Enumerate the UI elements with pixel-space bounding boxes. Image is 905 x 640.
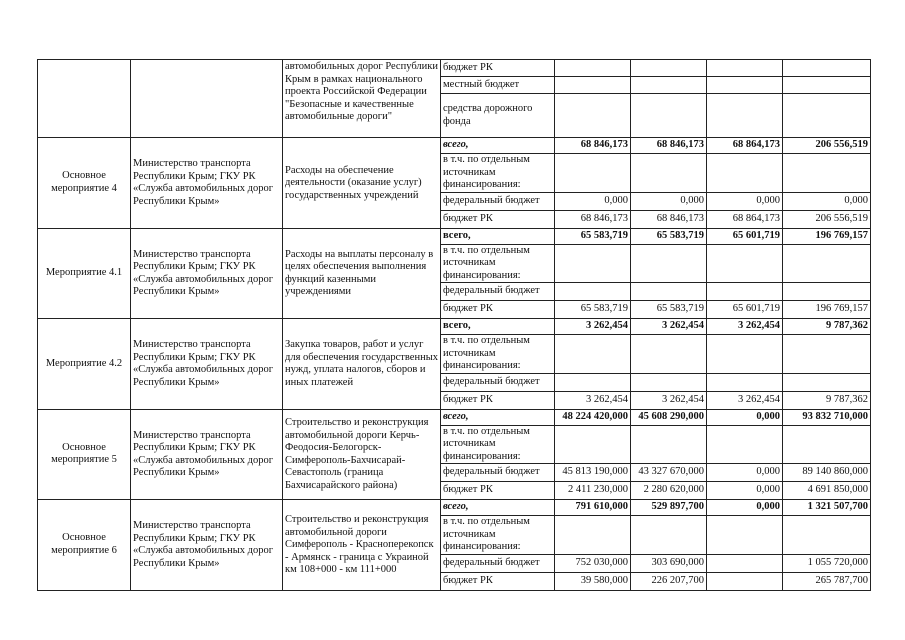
event-description: Закупка товаров, работ и услуг для обеспечения государственных нужд, уплата налогов, сборов и иных платежей — [283, 319, 441, 410]
value-year-1 — [555, 154, 631, 193]
value-year-3 — [707, 572, 783, 590]
funding-source: в т.ч. по отдельным источникам финансирования: — [441, 425, 555, 464]
value-total: 196 769,157 — [783, 301, 871, 319]
executor — [131, 60, 283, 138]
value-year-2 — [631, 283, 707, 301]
value-year-2 — [631, 60, 707, 77]
funding-source: в т.ч. по отдельным источникам финансирования: — [441, 516, 555, 555]
value-year-1 — [555, 283, 631, 301]
value-year-2: 45 608 290,000 — [631, 409, 707, 425]
executor: Министерство транспорта Республики Крым; ГКУ РК «Служба автомобильных дорог Республики Крым» — [131, 500, 283, 591]
value-year-1: 3 262,454 — [555, 319, 631, 335]
value-total — [783, 244, 871, 283]
value-year-3 — [707, 283, 783, 301]
funding-source: федеральный бюджет — [441, 373, 555, 391]
value-year-2: 68 846,173 — [631, 210, 707, 228]
event-description: Расходы на выплаты персоналу в целях обеспечения выполнения функций казенными учреждениями — [283, 228, 441, 319]
funding-source: местный бюджет — [441, 77, 555, 94]
value-year-3 — [707, 335, 783, 374]
value-year-3: 0,000 — [707, 409, 783, 425]
value-year-2 — [631, 244, 707, 283]
funding-source: бюджет РК — [441, 391, 555, 409]
value-year-1: 2 411 230,000 — [555, 482, 631, 500]
event-category: Мероприятие 4.1 — [38, 228, 131, 319]
value-total — [783, 335, 871, 374]
event-category — [38, 60, 131, 138]
value-year-1 — [555, 60, 631, 77]
value-year-2 — [631, 516, 707, 555]
value-year-3 — [707, 244, 783, 283]
value-total: 93 832 710,000 — [783, 409, 871, 425]
value-total — [783, 425, 871, 464]
funding-source: всего, — [441, 319, 555, 335]
value-year-2 — [631, 154, 707, 193]
table-row — [38, 138, 871, 154]
value-year-2: 68 846,173 — [631, 138, 707, 154]
value-total: 9 787,362 — [783, 319, 871, 335]
value-total — [783, 77, 871, 94]
value-year-1: 45 813 190,000 — [555, 464, 631, 482]
funding-source: федеральный бюджет — [441, 283, 555, 301]
value-year-2: 2 280 620,000 — [631, 482, 707, 500]
funding-source: всего, — [441, 500, 555, 516]
executor: Министерство транспорта Республики Крым; ГКУ РК «Служба автомобильных дорог Республики Крым» — [131, 319, 283, 410]
funding-source: средства дорожного фонда — [441, 94, 555, 138]
value-year-2: 3 262,454 — [631, 391, 707, 409]
event-category: Основное мероприятие 6 — [38, 500, 131, 591]
table-row — [38, 60, 871, 77]
table-row — [38, 409, 871, 425]
value-year-3: 0,000 — [707, 464, 783, 482]
funding-source: в т.ч. по отдельным источникам финансирования: — [441, 244, 555, 283]
value-year-2: 226 207,700 — [631, 572, 707, 590]
value-year-1: 68 846,173 — [555, 210, 631, 228]
value-total — [783, 373, 871, 391]
value-year-2 — [631, 425, 707, 464]
value-total: 1 055 720,000 — [783, 554, 871, 572]
funding-source: бюджет РК — [441, 60, 555, 77]
value-year-1 — [555, 425, 631, 464]
value-year-1: 752 030,000 — [555, 554, 631, 572]
value-year-1 — [555, 94, 631, 138]
funding-source: федеральный бюджет — [441, 464, 555, 482]
value-year-2: 529 897,700 — [631, 500, 707, 516]
value-total: 265 787,700 — [783, 572, 871, 590]
funding-source: бюджет РК — [441, 301, 555, 319]
value-year-3 — [707, 554, 783, 572]
value-year-1 — [555, 516, 631, 555]
value-total: 196 769,157 — [783, 228, 871, 244]
value-total — [783, 94, 871, 138]
value-year-3 — [707, 77, 783, 94]
table-row — [38, 500, 871, 516]
value-year-1: 68 846,173 — [555, 138, 631, 154]
value-year-2: 65 583,719 — [631, 301, 707, 319]
value-year-2 — [631, 94, 707, 138]
value-year-3: 0,000 — [707, 500, 783, 516]
funding-source: федеральный бюджет — [441, 554, 555, 572]
value-year-1: 65 583,719 — [555, 228, 631, 244]
event-description: автомобильных дорог Республики Крым в рамках национального проекта Российской Федерации "Безопасные и качественные автомобильные дороги" — [283, 60, 441, 138]
value-year-3: 0,000 — [707, 482, 783, 500]
event-category: Основное мероприятие 4 — [38, 138, 131, 229]
value-year-3 — [707, 94, 783, 138]
value-year-2 — [631, 77, 707, 94]
value-total: 206 556,519 — [783, 210, 871, 228]
value-year-3: 68 864,173 — [707, 210, 783, 228]
value-year-3: 0,000 — [707, 192, 783, 210]
value-year-2: 303 690,000 — [631, 554, 707, 572]
value-year-3 — [707, 154, 783, 193]
value-year-1: 48 224 420,000 — [555, 409, 631, 425]
value-year-2: 0,000 — [631, 192, 707, 210]
funding-source: в т.ч. по отдельным источникам финансирования: — [441, 335, 555, 374]
funding-source: бюджет РК — [441, 210, 555, 228]
funding-source: всего, — [441, 228, 555, 244]
event-description: Расходы на обеспечение деятельности (оказание услуг) государственных учреждений — [283, 138, 441, 229]
value-total: 0,000 — [783, 192, 871, 210]
value-year-3 — [707, 60, 783, 77]
budget-table-page — [37, 59, 871, 591]
value-year-3: 3 262,454 — [707, 391, 783, 409]
value-total — [783, 516, 871, 555]
value-total: 9 787,362 — [783, 391, 871, 409]
value-year-1: 791 610,000 — [555, 500, 631, 516]
value-year-1: 39 580,000 — [555, 572, 631, 590]
funding-source: бюджет РК — [441, 482, 555, 500]
value-year-1 — [555, 77, 631, 94]
value-total: 1 321 507,700 — [783, 500, 871, 516]
value-year-3 — [707, 516, 783, 555]
value-total — [783, 283, 871, 301]
executor: Министерство транспорта Республики Крым; ГКУ РК «Служба автомобильных дорог Республики Крым» — [131, 138, 283, 229]
value-year-2: 43 327 670,000 — [631, 464, 707, 482]
event-category: Основное мероприятие 5 — [38, 409, 131, 500]
value-year-2 — [631, 335, 707, 374]
value-total — [783, 60, 871, 77]
budget-table — [37, 59, 871, 591]
funding-source: всего, — [441, 138, 555, 154]
value-year-3 — [707, 373, 783, 391]
value-year-1: 3 262,454 — [555, 391, 631, 409]
executor: Министерство транспорта Республики Крым; ГКУ РК «Служба автомобильных дорог Республики Крым» — [131, 409, 283, 500]
value-year-1 — [555, 335, 631, 374]
table-row — [38, 228, 871, 244]
funding-source: в т.ч. по отдельным источникам финансирования: — [441, 154, 555, 193]
funding-source: всего, — [441, 409, 555, 425]
value-total — [783, 154, 871, 193]
value-year-3: 68 864,173 — [707, 138, 783, 154]
event-description: Строительство и реконструкция автомобильной дороги Симферополь - Красноперекопск - Армянск - граница с Украиной км 108+000 - км 111+000 — [283, 500, 441, 591]
value-year-3 — [707, 425, 783, 464]
value-year-3: 3 262,454 — [707, 319, 783, 335]
value-total: 89 140 860,000 — [783, 464, 871, 482]
value-year-1 — [555, 244, 631, 283]
event-category: Мероприятие 4.2 — [38, 319, 131, 410]
value-total: 206 556,519 — [783, 138, 871, 154]
value-year-2 — [631, 373, 707, 391]
value-year-1: 65 583,719 — [555, 301, 631, 319]
executor: Министерство транспорта Республики Крым; ГКУ РК «Служба автомобильных дорог Республики Крым» — [131, 228, 283, 319]
funding-source: федеральный бюджет — [441, 192, 555, 210]
value-year-3: 65 601,719 — [707, 301, 783, 319]
value-year-1 — [555, 373, 631, 391]
value-year-2: 3 262,454 — [631, 319, 707, 335]
table-row — [38, 319, 871, 335]
value-total: 4 691 850,000 — [783, 482, 871, 500]
event-description: Строительство и реконструкция автомобильной дороги Керчь-Феодосия-Белогорск-Симферополь-Бахчисарай-Севастополь (граница Бахчисарайского района) — [283, 409, 441, 500]
value-year-2: 65 583,719 — [631, 228, 707, 244]
funding-source: бюджет РК — [441, 572, 555, 590]
value-year-3: 65 601,719 — [707, 228, 783, 244]
value-year-1: 0,000 — [555, 192, 631, 210]
